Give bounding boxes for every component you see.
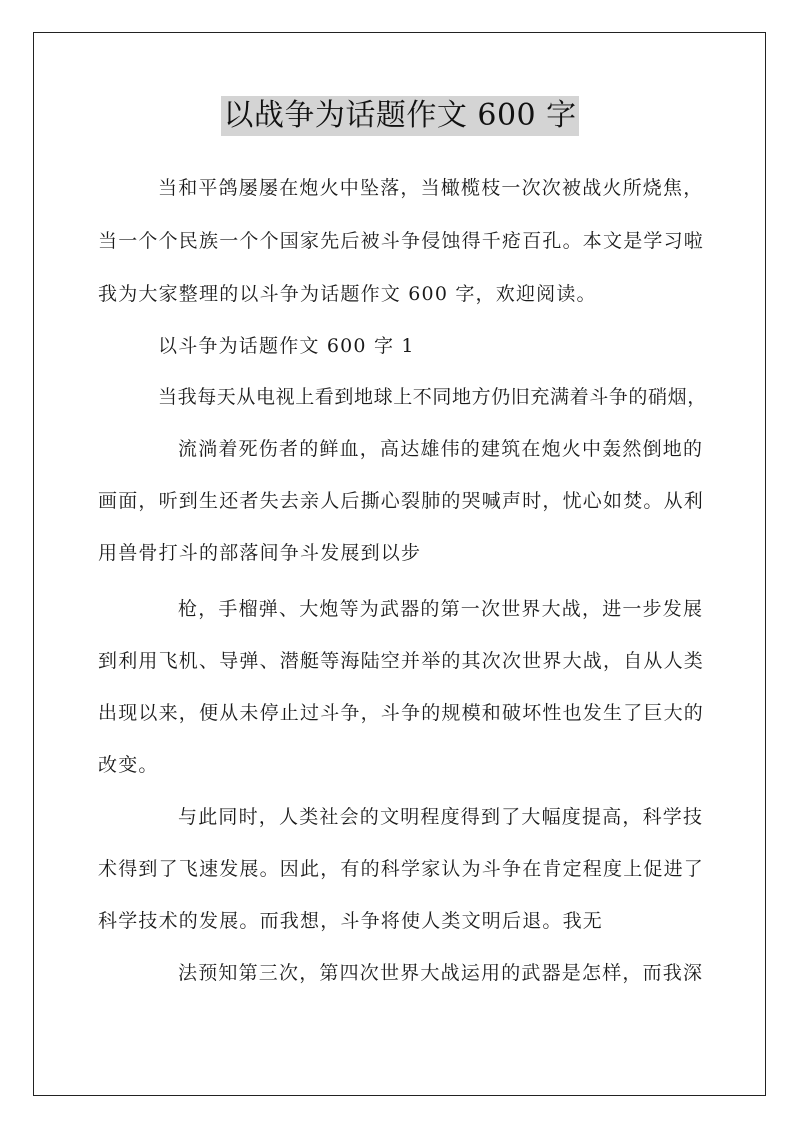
paragraph-line: 科学技术的发展。而我想，斗争将使人类文明后退。我无 xyxy=(98,910,604,932)
title-container xyxy=(0,96,800,136)
paragraph-line: 到利用飞机、导弹、潜艇等海陆空并举的其次次世界大战，自从人类 xyxy=(98,650,705,672)
paragraph-line: 当一个个民族一个个国家先后被斗争侵蚀得千疮百孔。本文是学习啦 xyxy=(98,230,705,252)
section-heading: 以斗争为话题作文 600 字 1 xyxy=(158,335,415,357)
paragraph-line: 流淌着死伤者的鲜血，高达雄伟的建筑在炮火中轰然倒地的 xyxy=(178,438,704,460)
paragraph-line: 画面，听到生还者失去亲人后撕心裂肺的哭喊声时，忧心如焚。从利 xyxy=(98,490,705,512)
paragraph-line: 枪，手榴弹、大炮等为武器的第一次世界大战，进一步发展 xyxy=(178,598,704,620)
paragraph-line: 出现以来，便从未停止过斗争，斗争的规模和破坏性也发生了巨大的 xyxy=(98,702,705,724)
paragraph-line: 法预知第三次，第四次世界大战运用的武器是怎样，而我深 xyxy=(178,962,704,984)
paragraph-line: 术得到了飞速发展。因此，有的科学家认为斗争在肯定程度上促进了 xyxy=(98,858,705,880)
paragraph-line: 当我每天从电视上看到地球上不同地方仍旧充满着斗争的硝烟， xyxy=(158,386,707,408)
document-title: 以战争为话题作文 600 字 xyxy=(221,96,578,136)
paragraph-line: 与此同时，人类社会的文明程度得到了大幅度提高，科学技 xyxy=(178,806,704,828)
paragraph-line: 我为大家整理的以斗争为话题作文 600 字，欢迎阅读。 xyxy=(98,283,597,305)
paragraph-line: 改变。 xyxy=(98,754,159,776)
paragraph-line: 当和平鸽屡屡在炮火中坠落，当橄榄枝一次次被战火所烧焦， xyxy=(158,177,704,199)
paragraph-line: 用兽骨打斗的部落间争斗发展到以步 xyxy=(98,542,422,564)
